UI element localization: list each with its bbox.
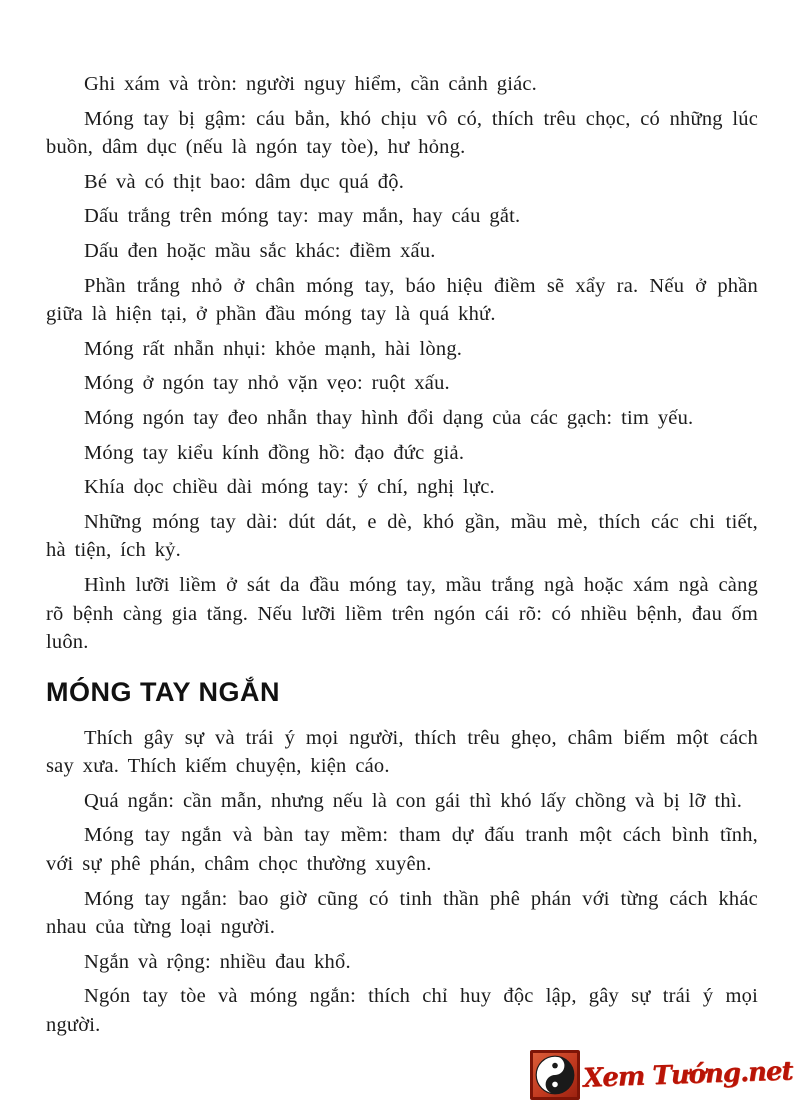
paragraph: Móng rất nhẵn nhụi: khỏe mạnh, hài lòng. [84,337,463,360]
paragraph: Hình lưỡi liềm ở sát da đầu móng tay, mầu trắng ngà hoặc xám ngà càng rõ bệnh càng gia tăng. Nếu lưỡi liềm trên ngón cái rõ: có nhiều bệnh, đau ốm luôn. [46,573,758,654]
paragraph: Phần trắng nhỏ ở chân móng tay, báo hiệu điềm sẽ xẩy ra. Nếu ở phần giữa là hiện tại, ở phần đầu móng tay là quá khứ. [46,274,758,326]
paragraph: Móng ngón tay đeo nhẫn thay hình đổi dạng của các gạch: tim yếu. [84,406,694,429]
section-nail-signs [46,70,758,657]
paragraph: Dấu đen hoặc mầu sắc khác: điềm xấu. [84,239,436,262]
watermark [530,1050,792,1100]
paragraph: Móng tay ngắn và bàn tay mềm: tham dự đấu tranh một cách bình tĩnh, với sự phê phán, châm chọc thường xuyên. [46,824,758,876]
paragraph: Móng tay ngắn: bao giờ cũng có tinh thần phê phán với từng cách khác nhau của từng loại người. [46,887,758,939]
paragraph: Những móng tay dài: dút dát, e dè, khó gần, mầu mè, thích các chi tiết, hà tiện, ích kỷ. [46,510,758,562]
section-short-nails [46,677,758,1040]
paragraph: Ngón tay tòe và móng ngắn: thích chỉ huy độc lập, gây sự trái ý mọi người. [46,985,758,1037]
paragraph: Móng tay bị gậm: cáu bẳn, khó chịu vô có, thích trêu chọc, có những lúc buồn, dâm dục (nếu là ngón tay tòe), hư hỏng. [46,107,758,159]
paragraph: Thích gây sự và trái ý mọi người, thích trêu ghẹo, châm biếm một cách say xưa. Thích kiếm chuyện, kiện cáo. [46,726,758,778]
section-heading: MÓNG TAY NGẮN [46,676,281,707]
paragraph: Ngắn và rộng: nhiều đau khổ. [84,950,351,973]
paragraph: Dấu trắng trên móng tay: may mắn, hay cáu gắt. [84,205,521,228]
paragraph: Quá ngắn: cần mẫn, nhưng nếu là con gái thì khó lấy chồng và bị lỡ thì. [84,789,743,812]
paragraph: Bé và có thịt bao: dâm dục quá độ. [84,170,405,193]
paragraph: Móng ở ngón tay nhỏ vặn vẹo: ruột xấu. [84,372,450,395]
paragraph: Ghi xám và tròn: người nguy hiểm, cần cảnh giác. [84,73,538,95]
paragraph: Móng tay kiểu kính đồng hồ: đạo đức giả. [84,441,465,464]
page-text-block [46,70,758,1046]
watermark-site-name: Xem Tướng.net [582,1056,793,1094]
yin-yang-icon [530,1050,580,1100]
paragraph: Khía dọc chiều dài móng tay: ý chí, nghị lực. [84,476,495,499]
